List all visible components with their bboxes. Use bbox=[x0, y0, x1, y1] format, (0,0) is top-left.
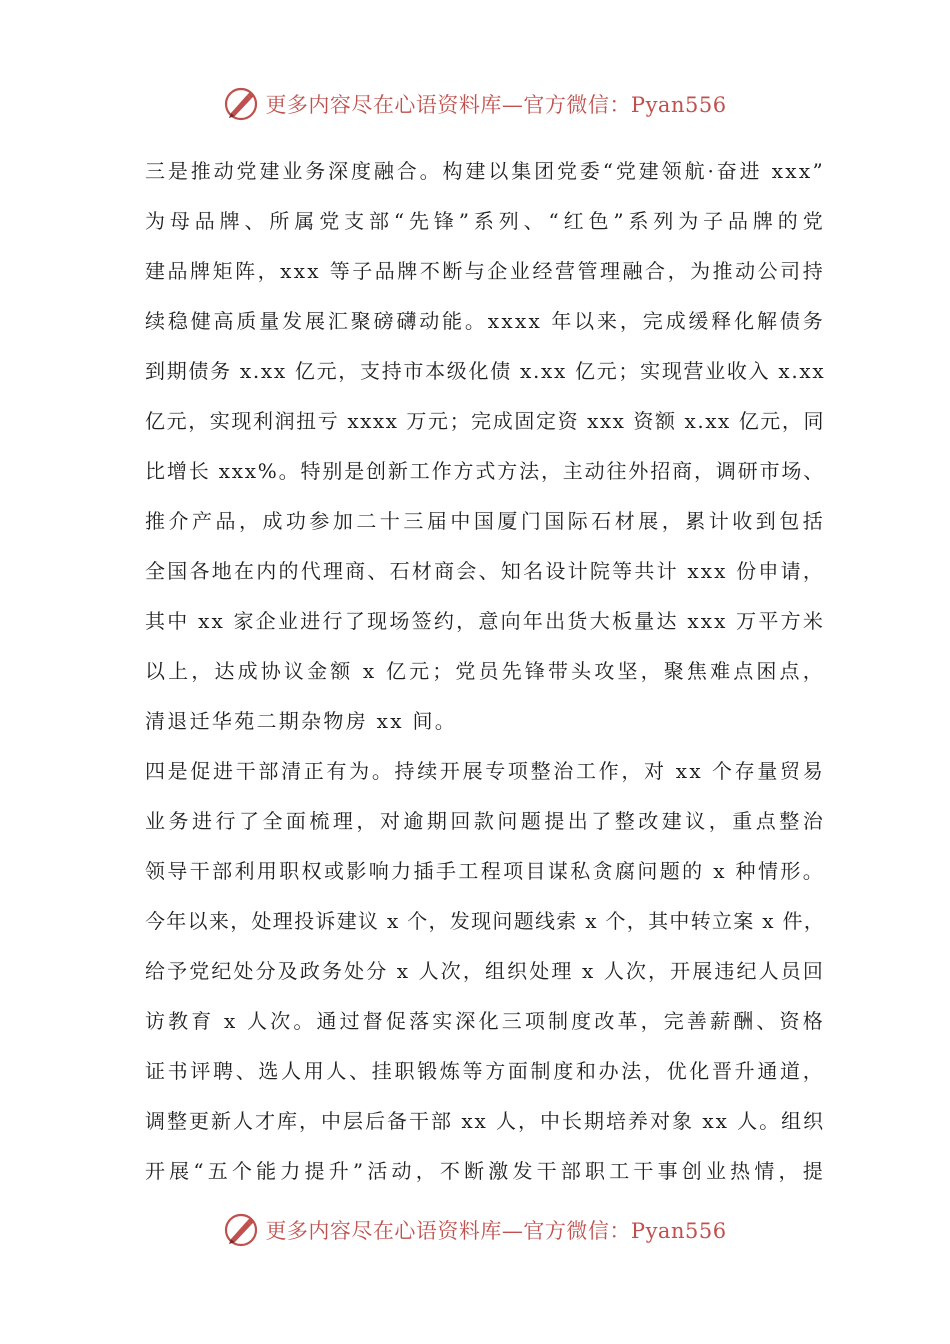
text-line: 给予党纪处分及政务处分 x 人次，组织处理 x 人次，开展违纪人员回 bbox=[145, 959, 825, 983]
text-line: 今年以来，处理投诉建议 x 个，发现问题线索 x 个，其中转立案 x 件， bbox=[145, 909, 826, 933]
text-line: 为母品牌、所属党支部“先锋”系列、“红色”系列为子品牌的党 bbox=[145, 209, 825, 233]
text-line: 访教育 x 人次。通过督促落实深化三项制度改革，完善薪酬、资格 bbox=[145, 1009, 825, 1033]
document-body bbox=[145, 146, 825, 1196]
text-line: 到期债务 x.xx 亿元，支持市本级化债 x.xx 亿元；实现营业收入 x.xx bbox=[145, 359, 826, 383]
paragraph bbox=[145, 746, 825, 1196]
paragraph bbox=[145, 146, 825, 746]
text-line: 业务进行了全面梳理，对逾期回款问题提出了整改建议，重点整治 bbox=[145, 809, 825, 833]
text-line: 开展“五个能力提升”活动，不断激发干部职工干事创业热情，提 bbox=[145, 1159, 825, 1183]
text-line: 建品牌矩阵，xxx 等子品牌不断与企业经营管理融合，为推动公司持 bbox=[145, 259, 825, 283]
watermark-text: 更多内容尽在心语资料库—官方微信：Pyan556 bbox=[265, 93, 727, 117]
watermark-banner-top bbox=[0, 82, 950, 126]
text-line: 领导干部利用职权或影响力插手工程项目谋私贪腐问题的 x 种情形。 bbox=[145, 859, 825, 883]
text-line: 推介产品，成功参加二十三届中国厦门国际石材展，累计收到包括 bbox=[145, 509, 825, 533]
text-line: 清退迁华苑二期杂物房 xx 间。 bbox=[145, 709, 458, 733]
text-line: 调整更新人才库，中层后备干部 xx 人，中长期培养对象 xx 人。组织 bbox=[145, 1109, 825, 1133]
text-line: 比增长 xxx%。特别是创新工作方式方法，主动往外招商，调研市场、 bbox=[145, 459, 825, 483]
watermark-text: 更多内容尽在心语资料库—官方微信：Pyan556 bbox=[265, 1219, 727, 1243]
text-line: 其中 xx 家企业进行了现场签约，意向年出货大板量达 xxx 万平方米 bbox=[145, 609, 825, 633]
text-line: 续稳健高质量发展汇聚磅礴动能。xxxx 年以来，完成缓释化解债务 bbox=[145, 309, 825, 333]
text-line: 亿元，实现利润扭亏 xxxx 万元；完成固定资 xxx 资额 x.xx 亿元，同 bbox=[145, 409, 825, 433]
text-line: 以上，达成协议金额 x 亿元；党员先锋带头攻坚，聚焦难点困点， bbox=[145, 659, 825, 683]
pen-nib-logo-icon bbox=[223, 1212, 259, 1248]
text-line: 证书评聘、选人用人、挂职锻炼等方面制度和办法，优化晋升通道， bbox=[145, 1059, 825, 1083]
text-line: 全国各地在内的代理商、石材商会、知名设计院等共计 xxx 份申请， bbox=[145, 559, 825, 583]
text-line: 三是推动党建业务深度融合。构建以集团党委“党建领航·奋进 xxx” bbox=[145, 159, 825, 183]
pen-nib-logo-icon bbox=[223, 86, 259, 122]
watermark-banner-bottom bbox=[0, 1208, 950, 1252]
text-line: 四是促进干部清正有为。持续开展专项整治工作，对 xx 个存量贸易 bbox=[145, 759, 825, 783]
